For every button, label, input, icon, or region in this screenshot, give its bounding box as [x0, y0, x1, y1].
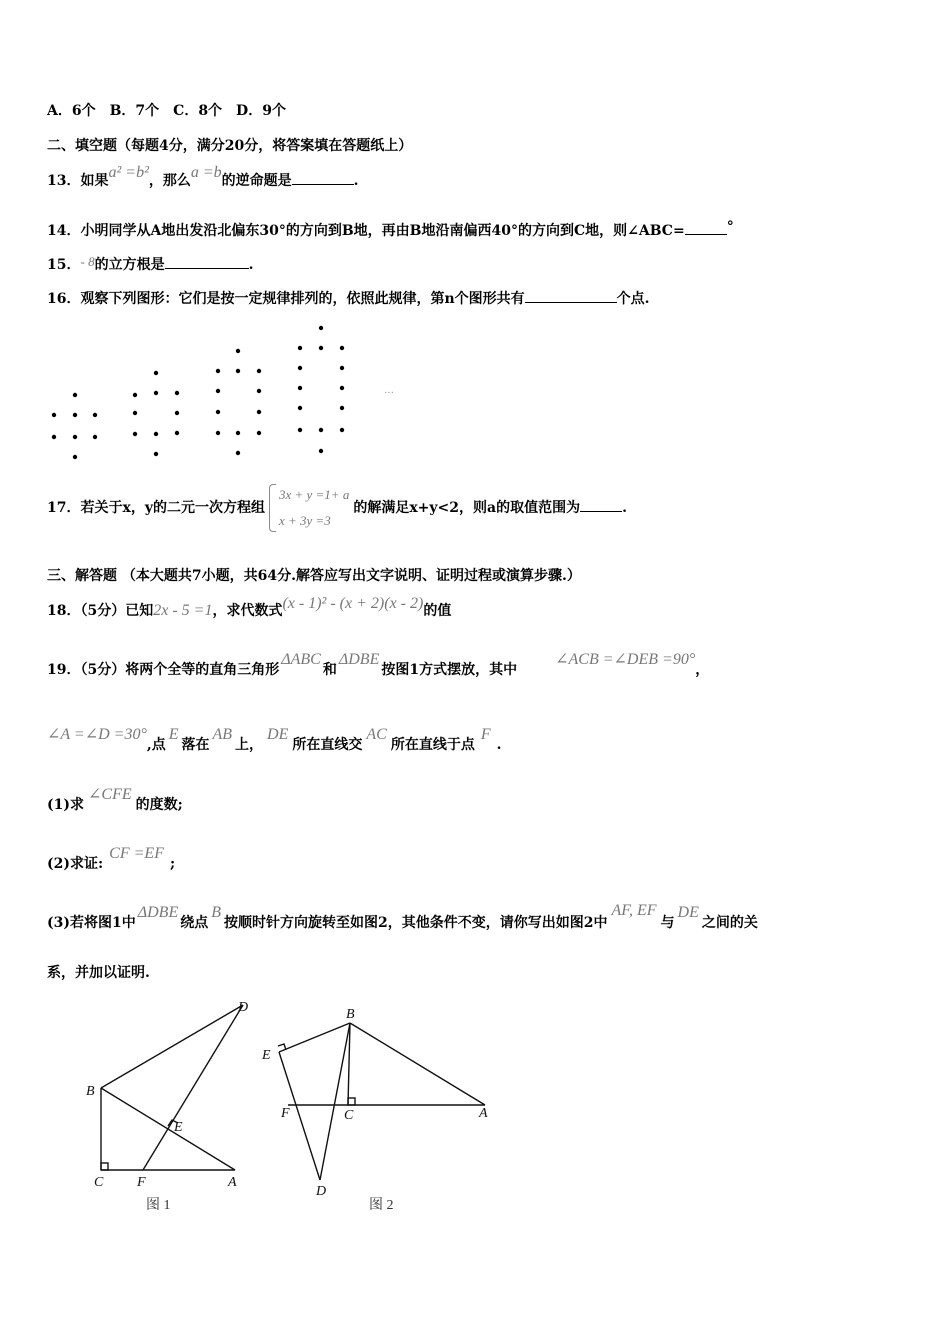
q19-end: . — [496, 737, 502, 753]
p3-yu: 与 — [660, 915, 675, 931]
answer-blank[interactable] — [165, 254, 249, 269]
p3-de: DE — [677, 904, 699, 921]
q15-post: 的立方根是 — [94, 257, 165, 273]
q19-luo: 落在 — [181, 737, 210, 753]
p2-post: ; — [169, 856, 176, 872]
p3-mid: 按顺时针方向旋转至如图2，其他条件不变，请你写出如图2中 — [224, 915, 608, 931]
q13-post: 的逆命题是 — [221, 173, 292, 189]
section-2-title: 二、填空题（每题4分，满分20分，将答案填在答题纸上） — [47, 138, 413, 154]
p1-pre: (1)求 — [47, 797, 84, 813]
q19-condition: ∠ACB =∠DEB =90° — [555, 651, 696, 668]
q18-expr2: (x - 1)² - (x + 2)(x - 2) — [282, 595, 424, 612]
dot-pattern-figure — [40, 318, 420, 468]
question-19-line2 — [47, 726, 502, 755]
q19-jiao: 所在直线交 — [292, 737, 363, 753]
q17-eq2: x + 3y =3 — [278, 513, 331, 528]
q19-angle-condition: ∠A =∠D =30° — [47, 726, 147, 743]
fig2-label-a: A — [479, 1106, 488, 1121]
fig1-label-c: C — [94, 1175, 104, 1190]
part-3-line1 — [47, 902, 758, 933]
p1-post: 的度数; — [135, 797, 183, 813]
q19-zai: 所在直线于点 — [390, 737, 475, 753]
q19-mid: 按图1方式摆放，其中 — [381, 662, 518, 678]
fig1-label-d: D — [238, 1000, 249, 1015]
q19-comma: ， — [695, 662, 710, 678]
question-15 — [47, 254, 253, 275]
fig1-label-a: A — [228, 1175, 237, 1190]
q19-shang: 上， — [235, 737, 264, 753]
q19-ac: AC — [366, 726, 387, 743]
q13-pre: 如果 — [80, 173, 109, 189]
q19-point-f: F — [480, 726, 491, 743]
q19-point-e: E — [168, 726, 179, 743]
p2-expr: CF =EF — [109, 845, 164, 862]
p3-post: 之间的关 — [701, 915, 758, 931]
fig2-label-d: D — [316, 1184, 327, 1199]
q19-triangle-dbe: ΔDBE — [338, 651, 380, 668]
answer-blank[interactable] — [525, 288, 617, 303]
q18-pre: 18．（5分）已知 — [47, 603, 154, 619]
question-19-line1 — [47, 651, 710, 680]
fig1-label-f: F — [137, 1175, 146, 1190]
part-3-line2: 系，并加以证明. — [47, 965, 150, 981]
q19-de: DE — [267, 726, 289, 743]
p3-point-b: B — [211, 904, 222, 921]
q17-end: . — [622, 500, 627, 516]
fig1-label-b: B — [86, 1084, 95, 1099]
q15-expr: - 8 — [80, 254, 95, 269]
q16-end: 个点. — [616, 291, 650, 307]
answer-blank[interactable] — [685, 220, 727, 235]
brace — [269, 484, 276, 532]
p2-pre: (2)求证: — [47, 856, 104, 872]
q17-post: 的解满足x+y<2，则a的取值范围为 — [353, 500, 581, 516]
question-17 — [47, 482, 627, 534]
q17-eq1: 3x + y =1+ a — [278, 487, 350, 502]
q18-mid: ，求代数式 — [212, 603, 283, 619]
p1-expr: ∠CFE — [88, 786, 132, 803]
p3-pre: (3)若将图1中 — [47, 915, 136, 931]
question-18 — [47, 595, 452, 621]
q14-end: ° — [726, 219, 734, 235]
p3-triangle: ΔDBE — [137, 904, 179, 921]
q18-post: 的值 — [423, 603, 452, 619]
equation-system — [269, 482, 349, 534]
q19-ab: AB — [212, 726, 233, 743]
fig1-caption: 图 1 — [146, 1198, 171, 1213]
answer-blank[interactable] — [292, 170, 354, 185]
answer-blank[interactable] — [580, 497, 622, 512]
geometry-figures — [70, 995, 510, 1225]
q19-dot: ,点 — [146, 737, 166, 753]
q18-expr1: 2x - 5 =1 — [153, 602, 213, 619]
part-2 — [47, 845, 176, 874]
question-14 — [47, 220, 734, 241]
q13-number: 13． — [47, 173, 81, 189]
q12-options: A．6个 B．7个 C．8个 D．9个 — [47, 103, 286, 119]
fig2-label-b: B — [346, 1007, 355, 1022]
fig2-label-c: C — [344, 1108, 354, 1123]
fig2-caption: 图 2 — [369, 1198, 394, 1213]
q13-end: . — [353, 173, 359, 189]
fig2-label-f: F — [281, 1106, 290, 1121]
section-3-title: 三、解答题 （本大题共7小题，共64分.解答应写出文字说明、证明过程或演算步骤.） — [47, 568, 581, 584]
q19-and: 和 — [322, 662, 337, 678]
q13-expr2: a =b — [190, 164, 222, 181]
p3-rot: 绕点 — [180, 915, 209, 931]
question-16 — [47, 288, 650, 309]
q16-text: 16．观察下列图形：它们是按一定规律排列的，依照此规律，第n个图形共有 — [47, 291, 525, 307]
q19-triangle-abc: ΔABC — [281, 651, 321, 668]
q14-text: 14．小明同学从A地出发沿北偏东30°的方向到B地，再由B地沿南偏西40°的方向到C地，则∠ABC= — [47, 223, 685, 239]
q15-number: 15． — [47, 257, 81, 273]
q13-mid: ，那么 — [148, 173, 191, 189]
part-1 — [47, 786, 183, 815]
q19-pre: 19．（5分）将两个全等的直角三角形 — [47, 662, 280, 678]
figure-1 — [101, 1005, 243, 1170]
q17-pre: 17．若关于x，y的二元一次方程组 — [47, 500, 265, 516]
question-13 — [47, 164, 359, 191]
fig1-label-e: E — [174, 1120, 183, 1135]
q13-expr1: a² =b² — [108, 164, 149, 181]
figure-2 — [278, 1023, 485, 1180]
fig2-label-e: E — [262, 1048, 271, 1063]
p3-af-ef: AF, EF — [611, 902, 657, 919]
ellipsis: … — [384, 385, 394, 396]
q15-end: . — [248, 257, 254, 273]
